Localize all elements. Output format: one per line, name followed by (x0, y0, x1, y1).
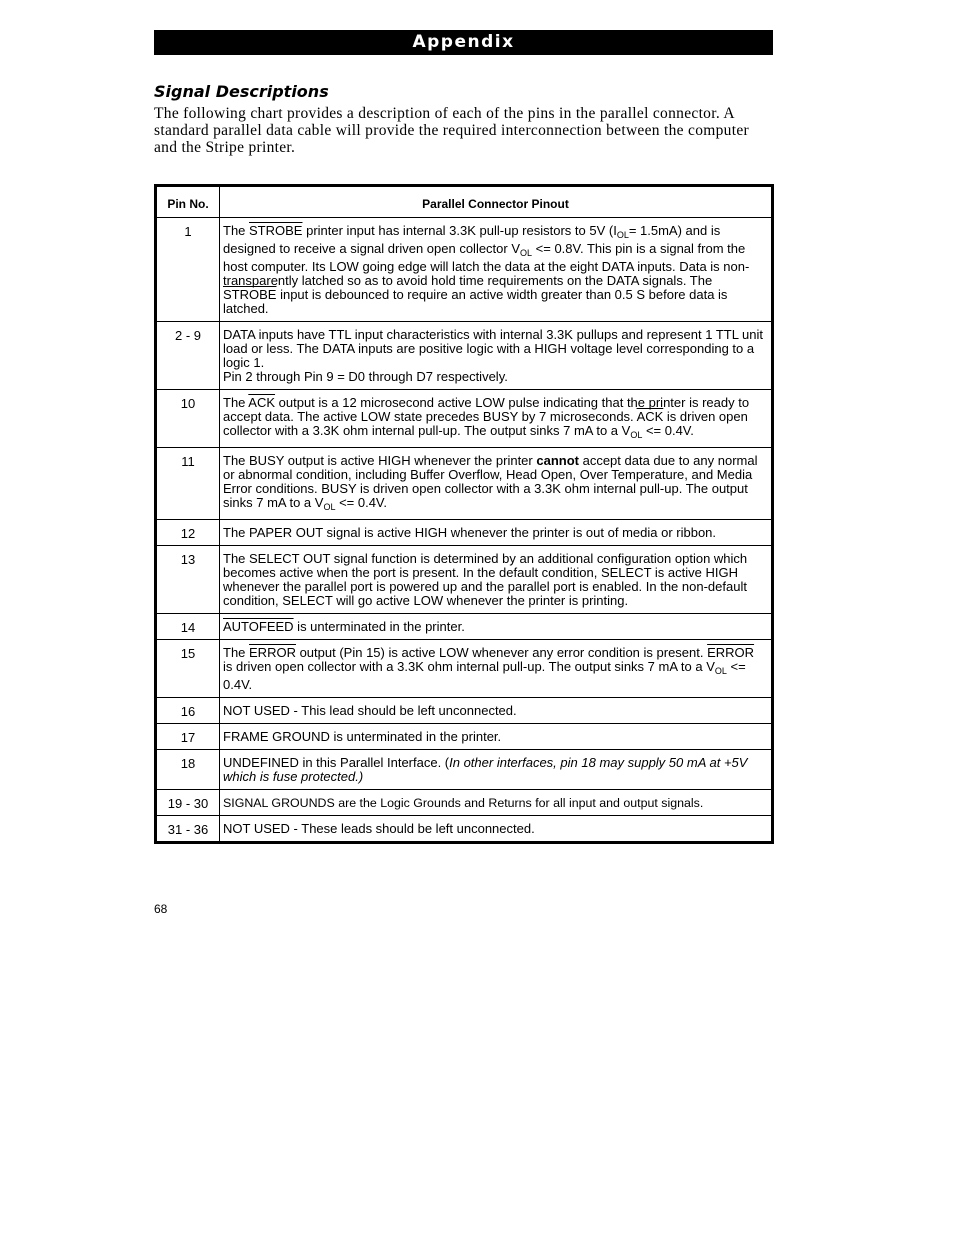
pin-number: 19 - 30 (156, 790, 220, 816)
table-row (156, 640, 773, 698)
table-row (156, 520, 773, 546)
pin-description: NOT USED - This lead should be left unconnected. (220, 698, 773, 724)
pin-number: 18 (156, 750, 220, 790)
table-row (156, 322, 773, 390)
table-header-row (156, 186, 773, 218)
pin-number: 10 (156, 390, 220, 448)
table-row (156, 546, 773, 614)
pin-description: The SELECT OUT signal function is determined by an additional configuration option which becomes active when the port is present. In the default condition, SELECT is active HIGH whenever the parallel port is powered up and the parallel port is enabled. In the non-default condition, SELECT will go active LOW whenever the printer is printing. (220, 546, 773, 614)
table-row (156, 390, 773, 448)
pinout-table-wrapper (154, 184, 774, 844)
table-row (156, 698, 773, 724)
page-number: 68 (154, 902, 168, 916)
pin-number: 1 (156, 218, 220, 322)
pinout-table (154, 184, 774, 844)
table-row (156, 816, 773, 843)
section-title: Signal Descriptions (154, 82, 329, 101)
table-row (156, 218, 773, 322)
pin-description: SIGNAL GROUNDS are the Logic Grounds and Returns for all input and output signals. (220, 790, 773, 816)
pin-number: 15 (156, 640, 220, 698)
pin-number: 2 - 9 (156, 322, 220, 390)
pin-description: DATA inputs have TTL input characteristics with internal 3.3K pullups and represent 1 TTL unit load or less. The DATA inputs are positive logic with a HIGH voltage level corresponding to a logic 1. Pin 2 through Pin 9 = D0 through D7 respectively. (220, 322, 773, 390)
pin-number: 11 (156, 448, 220, 520)
pin-description: NOT USED - These leads should be left unconnected. (220, 816, 773, 843)
pin-number: 12 (156, 520, 220, 546)
intro-paragraph: The following chart provides a description of each of the pins in the parallel connector. A standard parallel data cable will provide the required interconnection between the computer and the Stripe printer. (154, 105, 749, 156)
table-row (156, 750, 773, 790)
pin-description: The STROBE printer input has internal 3.3K pull-up resistors to 5V $(I_{OL}= 1.5mA)$ and is designed to receive a signal driven open collector $V_{OL} <= 0.8V$. This pin is a signal from the host computer. Its LOW going edge will latch the data at the eight DATA inputs. Data is non-transparently latched so as to avoid hold time requirements on the DATA signals. The STROBE input is debounced to require an active width greater than 0.5 S before data is latched. (220, 218, 773, 322)
appendix-header: Appendix (154, 30, 773, 55)
table-row (156, 724, 773, 750)
pin-description: The BUSY output is active HIGH whenever the printer cannot accept data due to any normal or abnormal condition, including Buffer Overflow, Head Open, Over Temperature, and Media Error conditions. BUSY is driven open collector with a 3.3K ohm internal pull-up. The output sinks 7 mA to a $V_{OL} <= 0.4V$. (220, 448, 773, 520)
pinout-column-header: Parallel Connector Pinout (220, 186, 773, 218)
pin-number: 13 (156, 546, 220, 614)
pin-number: 31 - 36 (156, 816, 220, 843)
table-row (156, 790, 773, 816)
table-row (156, 448, 773, 520)
pin-number: 17 (156, 724, 220, 750)
pin-description: The ERROR output (Pin 15) is active LOW whenever any error condition is present. ERROR is driven open collector with a 3.3K ohm internal pull-up. The output sinks 7 mA to a $V_{OL} <= 0.4V$. (220, 640, 773, 698)
pin-description: UNDEFINED in this Parallel Interface. (In other interfaces, pin 18 may supply 50 mA at +5V which is fuse protected.) (220, 750, 773, 790)
pin-description: The PAPER OUT signal is active HIGH whenever the printer is out of media or ribbon. (220, 520, 773, 546)
pin-number: 16 (156, 698, 220, 724)
pin-number: 14 (156, 614, 220, 640)
pin-description: FRAME GROUND is unterminated in the printer. (220, 724, 773, 750)
pin-column-header: Pin No. (156, 186, 220, 218)
table-row (156, 614, 773, 640)
pin-description: The $\overline{ACK}$ output is a 12 microsecond active LOW pulse indicating that the printer is ready to accept data. The active LOW state precedes BUSY by 7 microseconds. $\overline{ACK}$ is driven open collector with a 3.3K ohm internal pull-up. The output sinks 7 mA to a $V_{OL} <= 0.4V$. (220, 390, 773, 448)
pin-description: AUTOFEED is unterminated in the printer. (220, 614, 773, 640)
